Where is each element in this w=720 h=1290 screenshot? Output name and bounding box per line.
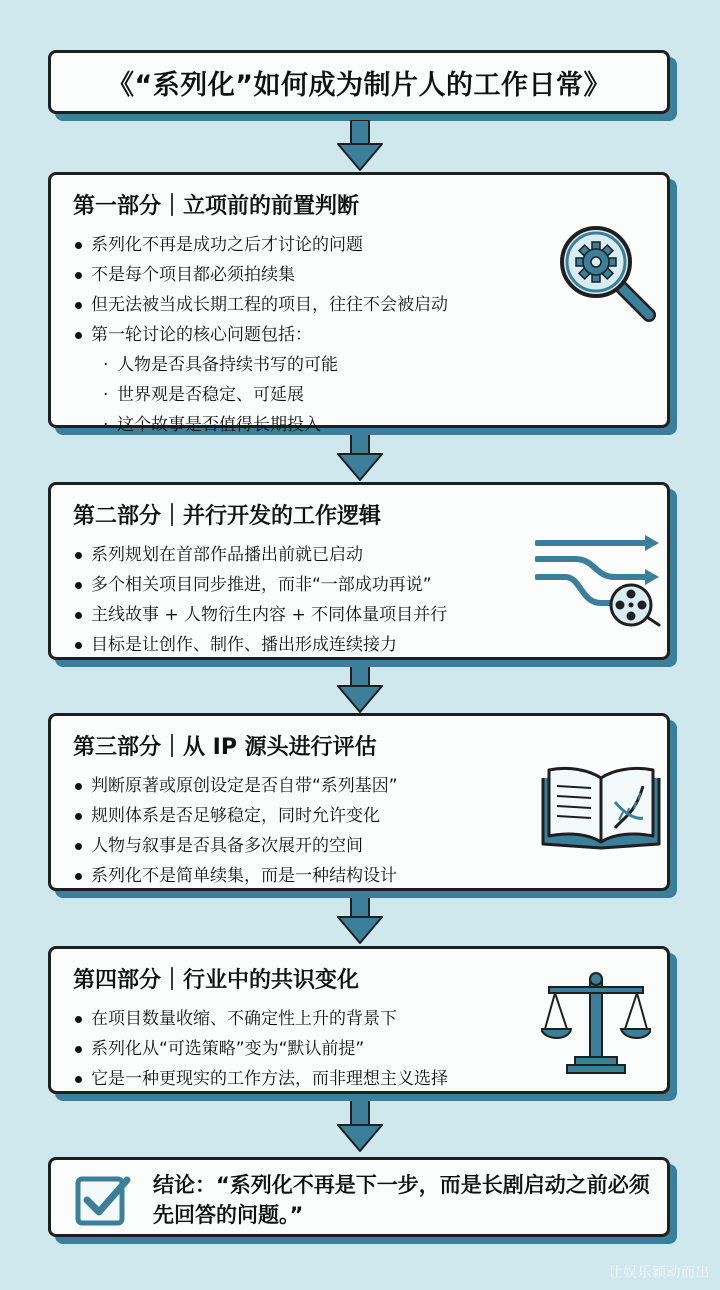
list-item: 目标是让创作、制作、播出形成连续接力 — [73, 630, 447, 660]
down-arrow-icon — [336, 1097, 384, 1153]
balance-scale-icon — [541, 971, 651, 1077]
conclusion-card — [48, 1157, 670, 1237]
title-box — [48, 50, 670, 114]
gear-magnifier-icon — [551, 217, 663, 329]
list-item: 系列规划在首部作品播出前就已启动 — [73, 540, 447, 570]
section-2-card — [48, 482, 670, 660]
down-arrow-icon — [336, 662, 384, 714]
list-item: 规则体系是否足够稳定，同时允许变化 — [73, 801, 398, 831]
list-item: 主线故事 + 人物衍生内容 + 不同体量项目并行 — [73, 600, 447, 630]
down-arrow-icon — [336, 893, 384, 945]
list-item: 不是每个项目都必须拍续集 — [73, 260, 448, 290]
page-title: 《“系列化”如何成为制片人的工作日常》 — [107, 69, 611, 101]
list-item: 但无法被当成长期工程的项目，往往不会被启动 — [73, 290, 448, 320]
list-item: 判断原著或原创设定是否自带“系列基因” — [73, 771, 398, 801]
list-item: 它是一种更现实的工作方法，而非理想主义选择 — [73, 1064, 448, 1094]
section-1-card — [48, 172, 670, 435]
section-title: 第二部分｜并行开发的工作逻辑 — [73, 504, 382, 529]
list-item — [73, 320, 448, 440]
section-title: 第一部分｜立项前的前置判断 — [73, 194, 360, 219]
list-item: 在项目数量收缩、不确定性上升的背景下 — [73, 1004, 448, 1034]
list-item: 系列化从“可选策略”变为“默认前提” — [73, 1034, 448, 1064]
section-4-card — [48, 946, 670, 1094]
sub-list-item: · 这个故事是否值得长期投入 — [99, 410, 448, 440]
list-item: 系列化不再是成功之后才讨论的问题 — [73, 230, 448, 260]
section-title: 第四部分｜行业中的共识变化 — [73, 968, 360, 993]
sub-list-item: · 世界观是否稳定、可延展 — [99, 380, 448, 410]
list-item: 多个相关项目同步推进，而非“一部成功再说” — [73, 570, 447, 600]
branching-arrows-film-reel-icon — [535, 529, 665, 629]
checkbox-check-icon — [75, 1172, 131, 1226]
bullet-list — [73, 230, 448, 440]
watermark-text: 让娱乐颖动而出 — [608, 1265, 710, 1281]
down-arrow-icon — [336, 120, 384, 172]
section-title: 第三部分｜从 IP 源头进行评估 — [73, 735, 377, 760]
list-item: 人物与叙事是否具备多次展开的空间 — [73, 831, 398, 861]
book-dna-icon — [539, 762, 663, 854]
bullet-list — [73, 1004, 448, 1094]
bullet-list — [73, 540, 447, 660]
list-item: 系列化不是简单续集，而是一种结构设计 — [73, 861, 398, 891]
list-item-label: 第一轮讨论的核心问题包括： — [91, 325, 312, 345]
sub-list-item: · 人物是否具备持续书写的可能 — [99, 350, 448, 380]
sub-list — [91, 350, 448, 440]
conclusion-text: 结论：“系列化不再是下一步，而是长剧启动之前必须先回答的问题。” — [153, 1173, 650, 1227]
bullet-list — [73, 771, 398, 891]
section-3-card — [48, 713, 670, 891]
